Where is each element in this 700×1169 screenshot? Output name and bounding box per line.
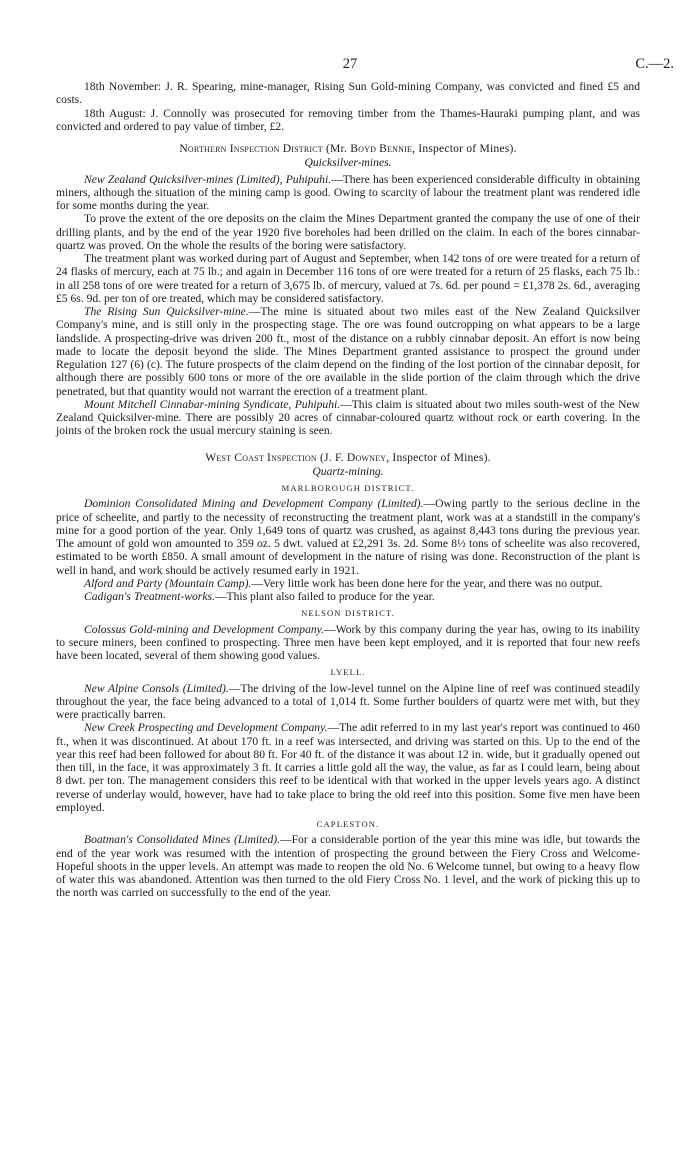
lyell-heading: LYELL.	[330, 667, 366, 678]
heading-text: (J. F.	[316, 450, 347, 464]
northern-district-heading-title: Northern Inspection District	[179, 142, 323, 155]
company-name: Dominion Consolidated Mining and Development Company (Limited).	[84, 497, 424, 511]
company-name: New Zealand Quicksilver-mines (Limited), Puhipuhi.	[84, 172, 332, 186]
heading-text: , Inspector of Mines).	[386, 450, 491, 464]
quicksilver-subheading: Quicksilver-mines.	[304, 156, 392, 170]
paragraph-text: —Work by this company during the year has, owing to its inability to secure miners, been confined to prospecting. Three men have been kept employed, and it is reported that four new reefs have been located, several of them showing good values.	[56, 622, 641, 662]
company-name: Colossus Gold-mining and Development Company.	[84, 622, 325, 636]
paragraph-text: —The adit referred to in my last year's report was continued to 460 ft., when it was discontinued. At about 170 ft. in a reef was intersected, and driving was started on this. Up to the end of the year this reef had been followed for about 80 ft. For 40 ft. of the distance it was about 12 in. wide, but it gradually opened out then till, in the face, it was approximately 3 ft. It carries a little gold all the way, the value, as far as I could learn, being about 8 dwt. per ton. The management considers this reef to be identical with that worked in the upper levels years ago. A distinct reverse of underlay would, however, have had to take place to bring the old reef into this position. Some five men have been employed.	[56, 721, 640, 814]
paragraph-text: —This claim is situated about two miles south-west of the New Zealand Quicksilver-mine. There are possibly 20 acres of cinnabar-coloured quartz without rock or earth covering. In the joints of the broken rock the usual mercury staining is seen.	[56, 397, 640, 438]
inspector-name: Boyd Bennie	[350, 142, 413, 155]
northern-district-heading	[56, 142, 640, 155]
heading-text: , Inspector of Mines).	[412, 142, 517, 155]
paragraph-boatmans	[56, 833, 640, 899]
company-name: New Alpine Consols (Limited).	[84, 681, 229, 695]
inspector-name: Downey	[346, 450, 387, 464]
paragraph-new-alpine	[56, 682, 640, 722]
paragraph-treatment-plant: The treatment plant was worked during part of August and September, when 142 tons of ore were treated for a return of 24 flasks of mercury, each at 75 lb.; and again in December 116 tons of ore were treated for a return of 25 flasks, each 75 lb.: in all 258 tons of ore were treated for a return of 3,675 lb. of mercury, valued at 7s. 6d. per pound = £1,378 2s. 6d., averaging £5 6s. 9d. per ton of ore treated, which may be considered satisfactory.	[56, 252, 640, 305]
page-number: 27	[342, 56, 358, 72]
paragraph-rising-sun	[56, 305, 640, 398]
paragraph-text: —Owing partly to the serious decline in the price of scheelite, and partly to the necessity of reconstructing the treatment plant, work was at a standstill in the company's mine for a good portion of the year. Only 1,649 tons of quartz was crushed, as against 8,443 tons during the previous year. The amount of gold won amounted to 359 oz. 5 dwt. valued at £2,291 3s. 2d. Some 8½ tons of scheelite was also recovered, estimated to be worth £850. A small amount of development in the nature of rising was done. Reconstruction of the plant is well in hand, and work should be actively resumed early in 1921.	[56, 497, 640, 577]
capleston-heading: CAPLESTON.	[316, 819, 380, 829]
paragraph-mount-mitchell	[56, 398, 640, 438]
paragraph-nz-quicksilver	[56, 173, 640, 213]
marlborough-district-heading: MARLBOROUGH DISTRICT.	[281, 483, 415, 493]
paragraph-boreholes: To prove the extent of the ore deposits on the claim the Mines Department granted the company the use of one of their drilling plants, and by the end of the year 1920 five boreholes had been drilled on the claim. In each of the bores cinnabar-quartz was proved. On the whole the results of the boring were satisfactory.	[56, 212, 640, 252]
paragraph-spearing-conviction: 18th November: J. R. Spearing, mine-manager, Rising Sun Gold-mining Company, was convicted and fined £5 and costs.	[56, 80, 640, 107]
west-coast-heading-title: West Coast Inspection	[205, 450, 317, 464]
paragraph-new-creek	[56, 721, 640, 814]
paragraph-text: —Very little work has been done here for the year, and there was no output.	[251, 576, 603, 590]
company-name: Mount Mitchell Cinnabar-mining Syndicate, Puhipuhi.	[84, 397, 341, 411]
company-name: New Creek Prospecting and Development Company.	[84, 721, 328, 735]
nelson-district-heading: NELSON DISTRICT.	[301, 608, 395, 619]
paragraph-text: —The driving of the low-level tunnel on the Alpine line of reef was continued steadily throughout the year, the face being advanced to a total of 1,014 ft. Some further boulders of quartz were met with, but they were practically barren.	[56, 681, 640, 721]
paragraph-cadigans	[56, 590, 640, 603]
paragraph-text: —For a considerable portion of the year this mine was idle, but towards the end of the year work was resumed with the intention of prospecting the ground between the Fiery Cross and Welcome-Hopeful shoots in the upper levels. An attempt was made to reopen the old No. 6 Welcome tunnel, but owing to a heavy flow of water this was abandoned. Attention was then turned to the old Fiery Cross No. 1 level, and the work of picking this up to the north was carried on successfully to the end of the year.	[56, 833, 641, 900]
paragraph-text: —There has been experienced considerable difficulty in obtaining miners, although the situation of the mining camp is good. Owing to scarcity of labour the treatment plant was rendered idle for some months during the year.	[56, 172, 640, 212]
company-name: Cadigan's Treatment-works.	[84, 590, 215, 603]
company-name: Boatman's Consolidated Mines (Limited).	[84, 833, 281, 847]
company-name: The Rising Sun Quicksilver-mine.	[84, 305, 249, 318]
paragraph-alford-party	[56, 577, 640, 590]
paragraph-connolly-conviction: 18th August: J. Connolly was prosecuted for removing timber from the Thames-Hauraki pumping plant, and was convicted and ordered to pay value of timber, £2.	[56, 106, 640, 133]
heading-text: (Mr.	[322, 142, 351, 155]
document-reference: C.—2.	[635, 56, 674, 72]
paragraph-text: —This plant also failed to produce for the year.	[214, 590, 435, 603]
quartz-mining-subheading: Quartz-mining.	[312, 464, 384, 478]
west-coast-heading	[56, 451, 640, 464]
paragraph-dominion-consolidated	[56, 497, 640, 577]
paragraph-text: —The mine is situated about two miles east of the New Zealand Quicksilver Company's mine, and is still only in the prospecting stage. The ore was found outcropping on what appears to be a large landslide. A prospecting-drive was driven 200 ft., most of the distance on a rubbly cinnabar deposit. An effort is now being made to locate the deposit beyond the slide. The Mines Department granted assistance to prospect the ground under Regulation 127 (6) (c). The future prospects of the claim depend on the finding of the lost portion of the cinnabar deposit, for although there are possibly 600 tons or more of the ore available in the slide portion of the claim through which the drive penetrated, but that quantity would not warrant the erection of a treatment plant.	[56, 305, 640, 398]
paragraph-colossus	[56, 623, 640, 663]
page-body	[56, 80, 640, 900]
company-name: Alford and Party (Mountain Camp).	[84, 576, 252, 590]
